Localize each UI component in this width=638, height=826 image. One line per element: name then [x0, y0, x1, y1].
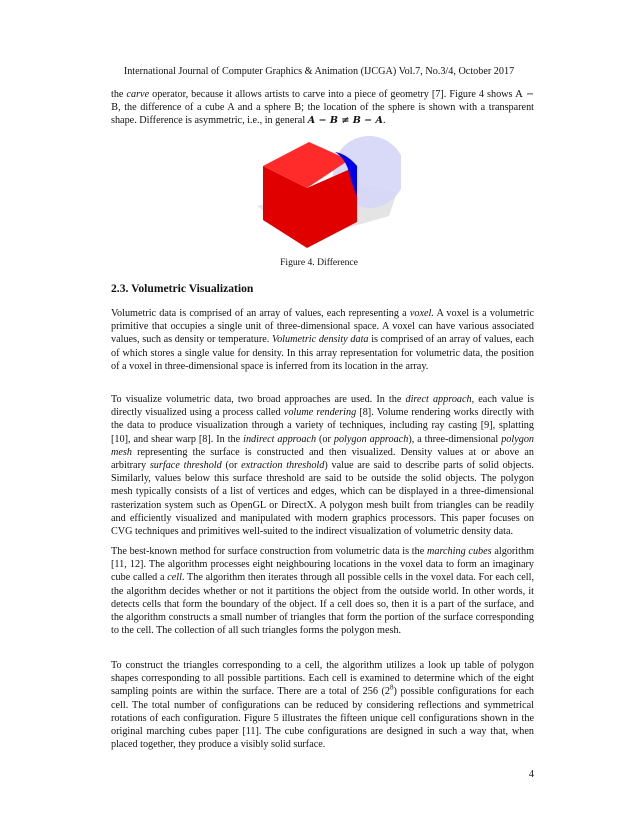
journal-header: International Journal of Computer Graphics & Animation (IJCGA) Vol.7, No.3/4, October 2017: [123, 66, 515, 77]
figure-difference-image: [249, 136, 401, 248]
a-minus-b-expression: A − B: [111, 89, 534, 114]
cube-minus-sphere-render: [249, 136, 401, 248]
page-number: 4: [528, 769, 534, 780]
difference-inequality-formula: A − B ≠ B − A: [307, 115, 383, 127]
paragraph-visualization-approaches: To visualize volumetric data, two broad approaches are used. In the direct approach, each value is directly visualized using a process called volume rendering [8]. Volume rendering works directly with the data to produce visualization through a variety of techniques, including ray casting [9], splatting [10], and shear warp [8]. In the indirect approach (or polygon approach), a three-dimensional polygon mesh representing the surface is constructed and then visualized. Density values at or above an arbitrary surface threshold (or extraction threshold) value are said to describe parts of solid objects. Similarly, values below this surface threshold are said to be outside the solid objects. The polygon mesh typically consists of a list of vertices and edges, which can be displayed in a three-dimensional rasterization system such as OpenGL or DirectX. A polygon mesh built from triangles can be readily and efficiently visualized and manipulated with modern graphics processors. This paper focuses on CVG techniques and primitives well-suited to the indirect visualization of volumetric density data.: [111, 394, 535, 538]
paragraph-lookup-table: To construct the triangles corresponding to a cell, the algorithm utilizes a look up table of polygon shapes corresponding to all possible partitions. Each cell is examined to determine which of the eight sampling points are within the surface. There are a total of 256 $(2^8)$ possible configurations for each cell. The total number of configurations can be reduced by considering reflections and symmetrical rotations of each configuration. Figure 5 illustrates the fifteen unique cell configurations shown in the original marching cubes paper [11]. The cube configurations are designed in such a way that, when placed together, they produce a visibly solid surface.: [111, 660, 534, 751]
paragraph-marching-cubes: The best-known method for surface construction from volumetric data is the marching cubes algorithm [11, 12]. The algorithm processes eight neighbouring locations in the voxel data to form an imaginary cube called a cell. The algorithm then iterates through all possible cells in the voxel data. For each cell, the algorithm decides whether or not it partitions the object from the outside world. In other words, it detects cells that form the boundary of the object. If a cell does so, then it is a part of the surface, and the algorithm constructs a small number of triangles that form the portion of the surface corresponding to the cell. The collection of all such triangles forms the polygon mesh.: [111, 546, 535, 637]
section-heading: 2.3. Volumetric Visualization: [111, 282, 254, 295]
paragraph-volumetric-data: Volumetric data is comprised of an array of values, each representing a voxel. A voxel is a volumetric primitive that occupies a single unit of three-dimensional space. A voxel can have various associated values, such as density or temperature. Volumetric density data is comprised of an array of values, each of which stores a single value for density. In this array representation for volumetric data, the position of a voxel in three-dimensional space is inferred from its location in the array.: [111, 308, 535, 372]
intro-paragraph: the carve operator, because it allows artists to carve into a piece of geometry [7]. Figure 4 shows A − B, the difference of a cube A and a sphere B; the location of the sphere is shown with a transparent shape. Difference is asymmetric, i.e., in general A − B ≠ B − A.: [111, 89, 534, 127]
figure-caption: Figure 4. Difference: [280, 257, 358, 268]
carve-term: carve: [126, 89, 150, 100]
